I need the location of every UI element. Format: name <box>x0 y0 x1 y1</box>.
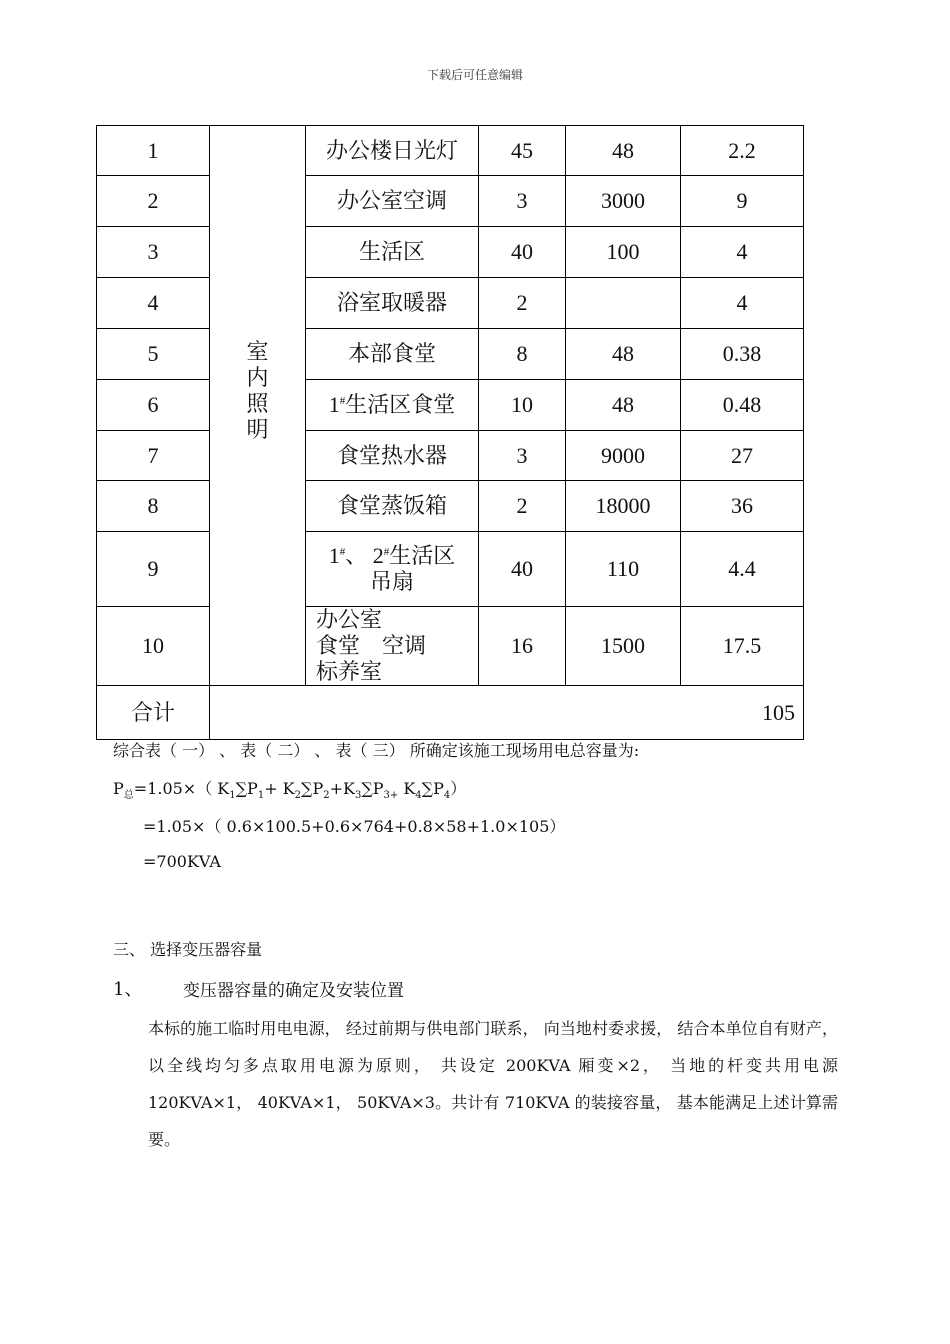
row-name-line: 标养室 <box>316 659 383 684</box>
formula-part: ∑P <box>361 779 384 798</box>
row-no: 5 <box>97 329 210 380</box>
formula-sub: 3+ <box>383 790 399 802</box>
category-char: 照 <box>246 390 269 416</box>
row-name: 食堂热水器 <box>306 431 479 481</box>
subsection-number: 1、 <box>113 979 143 1000</box>
row-no: 4 <box>97 278 210 329</box>
row-name: 办公室空调 <box>306 176 479 227</box>
row-no: 10 <box>97 607 210 686</box>
row-name: 生活区 <box>306 227 479 278</box>
row-no: 9 <box>97 532 210 607</box>
formula-line2: =1.05×（ 0.6×100.5+0.6×764+0.8×58+1.0×105） <box>143 817 566 836</box>
row-power: 18000 <box>566 481 681 532</box>
body-paragraph: 本标的施工临时用电电源， 经过前期与供电部门联系， 向当地村委求援， 结合本单位自有财产， 以全线均匀多点取用电源为原则， 共设定 200KVA 厢变×2， 当地的杆变共用电源 120KVA×1， 40KVA×1， 50KVA×3。共计有 710KVA 的装接容量， 基本能满足上述计算需要。 <box>148 1019 838 1149</box>
row-qty: 2 <box>479 278 566 329</box>
table-row <box>97 126 804 176</box>
row-total: 0.48 <box>681 380 804 431</box>
row-no: 2 <box>97 176 210 227</box>
formula-sub: 4 <box>443 790 451 802</box>
sum-value: 105 <box>210 686 804 740</box>
subsection-title: 变压器容量的确定及安装位置 <box>183 981 404 1001</box>
row-power: 110 <box>566 532 681 607</box>
formula-line1 <box>113 776 466 801</box>
formula-part: ∑P <box>301 779 324 798</box>
formula-sub: 3 <box>354 790 362 802</box>
formula-sub: 1 <box>257 790 265 802</box>
row-name-line: 办公室 <box>316 607 383 632</box>
table-row <box>97 481 804 532</box>
table-row <box>97 607 804 686</box>
table-row <box>97 278 804 329</box>
formula-line3: =700KVA <box>143 852 221 871</box>
formula-part: K <box>398 779 416 798</box>
formula-intro: 综合表（ 一） 、 表（ 二） 、 表（ 三） 所确定该施工现场用电总容量为: <box>113 741 640 760</box>
row-qty: 10 <box>479 380 566 431</box>
row-qty: 16 <box>479 607 566 686</box>
row-power: 48 <box>566 329 681 380</box>
row-power: 3000 <box>566 176 681 227</box>
row-qty: 2 <box>479 481 566 532</box>
row-name-part: 、 2 <box>345 543 384 568</box>
row-total: 4 <box>681 278 804 329</box>
row-total: 36 <box>681 481 804 532</box>
row-total: 4.4 <box>681 532 804 607</box>
category-cell <box>210 126 306 686</box>
table-row <box>97 329 804 380</box>
row-name-line2: 吊扇 <box>369 569 414 594</box>
row-name: 食堂蒸饭箱 <box>306 481 479 532</box>
row-name-sup: # <box>339 546 346 558</box>
formula-part: +K <box>329 779 355 798</box>
row-total: 4 <box>681 227 804 278</box>
row-power: 100 <box>566 227 681 278</box>
row-name-line: 食堂 空调 <box>316 633 427 658</box>
row-name-rest: 生活区食堂 <box>345 392 456 417</box>
row-qty: 3 <box>479 431 566 481</box>
row-no: 7 <box>97 431 210 481</box>
row-name: 本部食堂 <box>306 329 479 380</box>
row-name-part: 1 <box>328 543 340 568</box>
category-char: 内 <box>246 364 269 390</box>
load-table <box>96 125 804 740</box>
table-row <box>97 227 804 278</box>
sum-label: 合计 <box>97 686 210 740</box>
table-row <box>97 431 804 481</box>
row-qty: 40 <box>479 532 566 607</box>
formula-part: =1.05×（ K <box>133 779 230 798</box>
row-no: 1 <box>97 126 210 176</box>
page-header: 下载后可任意编辑 <box>426 68 523 82</box>
row-power <box>566 278 681 329</box>
row-qty: 8 <box>479 329 566 380</box>
formula-part: ∑P <box>235 779 258 798</box>
row-total: 17.5 <box>681 607 804 686</box>
row-qty: 45 <box>479 126 566 176</box>
formula-sub: 2 <box>294 790 302 802</box>
table-row <box>97 176 804 227</box>
row-power: 1500 <box>566 607 681 686</box>
total-row <box>97 686 804 740</box>
table-row <box>97 532 804 607</box>
row-qty: 40 <box>479 227 566 278</box>
row-power: 9000 <box>566 431 681 481</box>
category-char: 明 <box>246 416 269 442</box>
row-no: 6 <box>97 380 210 431</box>
row-name-sup: # <box>383 546 390 558</box>
row-no: 8 <box>97 481 210 532</box>
row-name-prefix: 1 <box>328 392 340 417</box>
row-name <box>306 607 479 686</box>
formula-part: + K <box>264 779 295 798</box>
row-total: 0.38 <box>681 329 804 380</box>
row-power: 48 <box>566 126 681 176</box>
section-title: 三、 选择变压器容量 <box>113 940 263 959</box>
row-qty: 3 <box>479 176 566 227</box>
row-total: 9 <box>681 176 804 227</box>
row-total: 27 <box>681 431 804 481</box>
formula-p: P <box>113 779 124 798</box>
row-no: 3 <box>97 227 210 278</box>
table-row <box>97 380 804 431</box>
formula-sub: 总 <box>123 790 134 802</box>
formula-sub: 4 <box>415 790 422 802</box>
row-name: 办公楼日光灯 <box>306 126 479 176</box>
row-power: 48 <box>566 380 681 431</box>
category-char: 室 <box>246 338 269 364</box>
row-name: 浴室取暖器 <box>306 278 479 329</box>
formula-part: ） <box>450 779 467 798</box>
row-total: 2.2 <box>681 126 804 176</box>
formula-sub: 1 <box>229 790 236 802</box>
row-name <box>306 532 479 607</box>
row-name <box>306 380 479 431</box>
row-name-sup: # <box>339 395 346 407</box>
formula-part: ∑P <box>421 779 444 798</box>
row-name-part: 生活区 <box>389 543 456 568</box>
formula-sub: 2 <box>323 790 330 802</box>
